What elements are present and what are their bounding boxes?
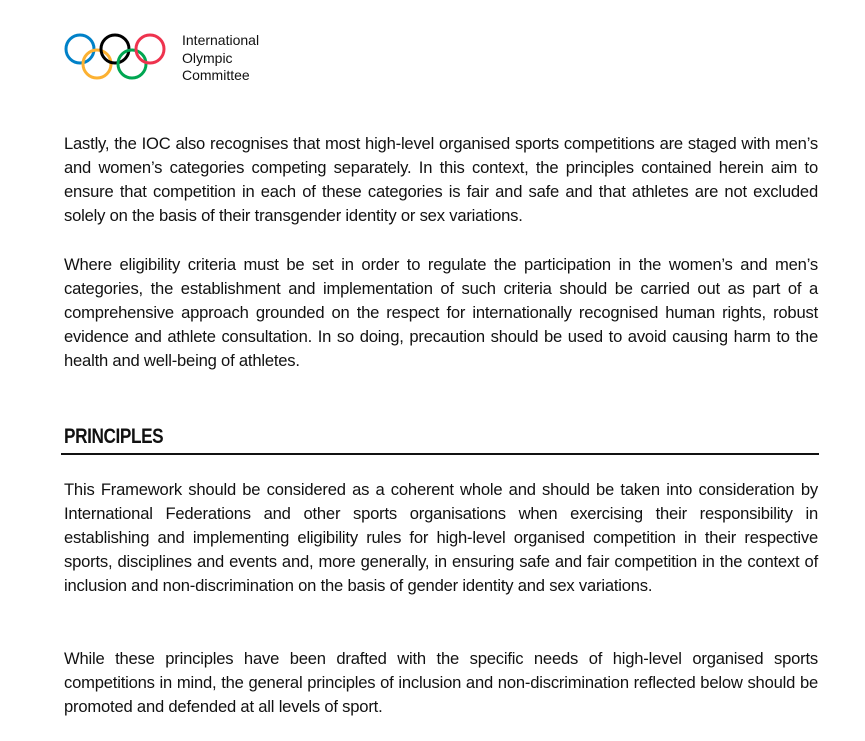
paragraph-categories: Lastly, the IOC also recognises that most high-level organised sports competitions are staged with men’s and women’s categories competing separately. In this context, the principles contained herein aim to ensure that competition in each of these categories is fair and safe and that athletes are not excluded solely on the basis of their transgender identity or sex variations. bbox=[64, 134, 818, 225]
org-name-line: International bbox=[182, 32, 260, 48]
section-heading: PRINCIPLES bbox=[64, 425, 164, 448]
olympic-rings-logo bbox=[64, 33, 168, 81]
heading-divider bbox=[61, 453, 819, 455]
org-name-line: Olympic bbox=[182, 49, 233, 66]
paragraph-eligibility: Where eligibility criteria must be set in order to regulate the participation in the women’s and men’s categories, the establishment and implementation of such criteria should be carried out as part of a comprehensive approach grounded on the respect for internationally recognised human rights, robust evidence and athlete consultation. In so doing, precaution should be used to avoid causing harm to the health and well-being of athletes. bbox=[64, 255, 818, 370]
paragraph-scope: While these principles have been drafted with the specific needs of high-level organised sports competitions in mind, the general principles of inclusion and non-discrimination reflected below should be promoted and defended at all levels of sport. bbox=[64, 649, 818, 716]
organisation-name bbox=[182, 32, 259, 85]
org-name-line: Committee bbox=[182, 67, 250, 83]
paragraph-framework: This Framework should be considered as a coherent whole and should be taken into consideration by International Federations and other sports organisations when exercising their responsibility in establishing and implementing eligibility rules for high-level organised competition in their respective sports, disciplines and events and, more generally, in ensuring safe and fair competition in the context of inclusion and non-discrimination on the basis of gender identity and sex variations. bbox=[64, 480, 818, 595]
